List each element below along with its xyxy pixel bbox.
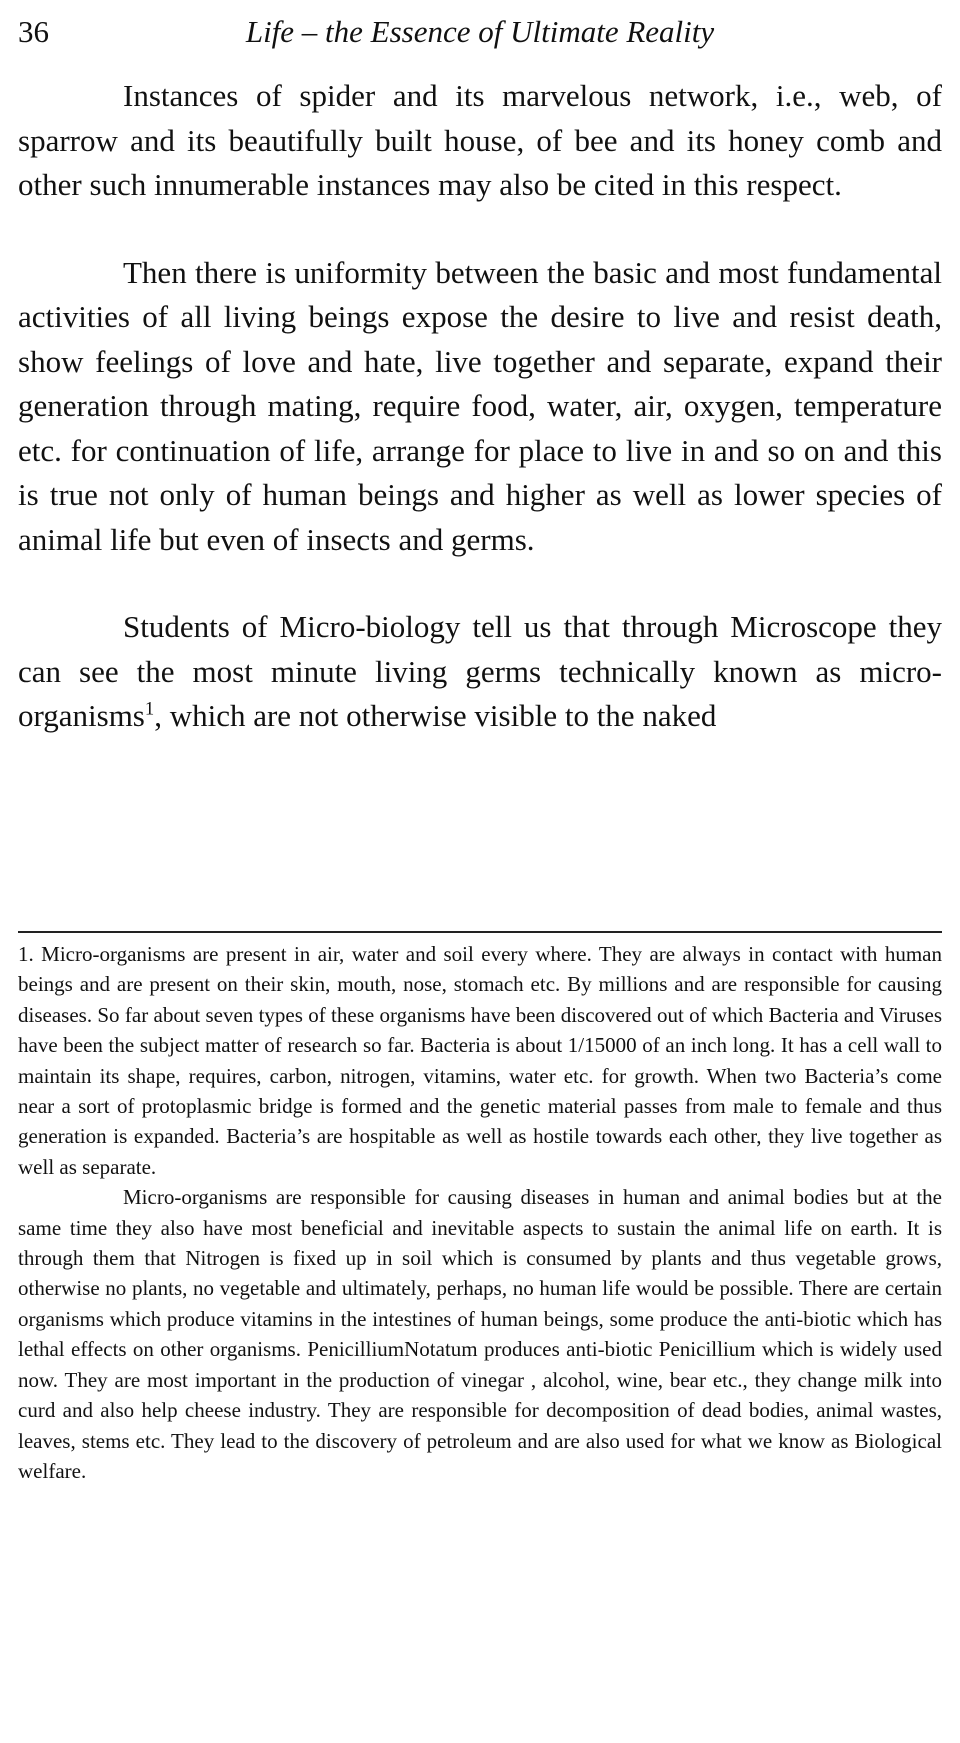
- page-number: 36: [18, 14, 49, 49]
- paragraph-micro-biology-text: Students of Micro-biology tell us that through Microscope they can see the most minute living germs technically known as micro-organisms: [18, 609, 942, 733]
- paragraph-micro-biology: [18, 605, 942, 739]
- page-header: [18, 10, 942, 54]
- footnote-1-continued: Micro-organisms are responsible for causing diseases in human and animal bodies but at the same time they also have most beneficial and inevitable aspects to sustain the animal life on earth. It is through them that Nitrogen is fixed up in soil which is consumed by plants and thus vegetable grows, otherwise no plants, no vegetable and ultimately, perhaps, no human life would be possible. There are certain organisms which produce vitamins in the intestines of human beings, some produce the anti-biotic which has lethal effects on other organisms. PenicilliumNotatum produces anti-biotic Penicillium which is widely used now. They are most important in the production of vinegar , alcohol, wine, bear etc., they change milk into curd and also help cheese industry. They are responsible for decomposition of dead bodies, animal wastes, leaves, stems etc. They lead to the discovery of petroleum and are also used for what we know as Biological welfare.: [18, 1185, 942, 1483]
- footnote-divider: [18, 931, 942, 933]
- paragraph-uniformity: Then there is uniformity between the basic and most fundamental activities of all living beings expose the desire to live and resist death, show feelings of love and hate, live together and separate, expand their generation through mating, require food, water, air, oxygen, temperature etc. for continuation of life, arrange for place to live in and so on and this is true not only of human beings and higher as well as lower species of animal life but even of insects and germs.: [18, 254, 942, 557]
- paragraph-micro-biology-continuation: , which are not otherwise visible to the naked: [154, 698, 717, 733]
- running-title: Life – the Essence of Ultimate Reality: [245, 14, 715, 49]
- footnote-reference[interactable]: 1: [144, 698, 155, 720]
- main-text: [18, 74, 942, 739]
- footnote-1: 1. Micro-organisms are present in air, water and soil every where. They are always in contact with human beings and are present on their skin, mouth, nose, stomach etc. By millions and are responsible for causing diseases. So far about seven types of these organisms have been discovered out of which Bacteria and Viruses have been the subject matter of research so far. Bacteria is about 1/15000 of an inch long. It has a cell wall to maintain its shape, requires, carbon, nitrogen, vitamins, water etc. for growth. When two Bacteria’s come near a sort of protoplasmic bridge is formed and the genetic material passes from male to female and thus generation is expanded. Bacteria’s are hospitable as well as hostile towards each other, they live together as well as separate.: [18, 942, 942, 1179]
- footnotes: [18, 939, 942, 1486]
- paragraph-spider-instances: Instances of spider and its marvelous network, i.e., web, of sparrow and its beautifully built house, of bee and its honey comb and other such innumerable instances may also be cited in this respect.: [18, 78, 942, 202]
